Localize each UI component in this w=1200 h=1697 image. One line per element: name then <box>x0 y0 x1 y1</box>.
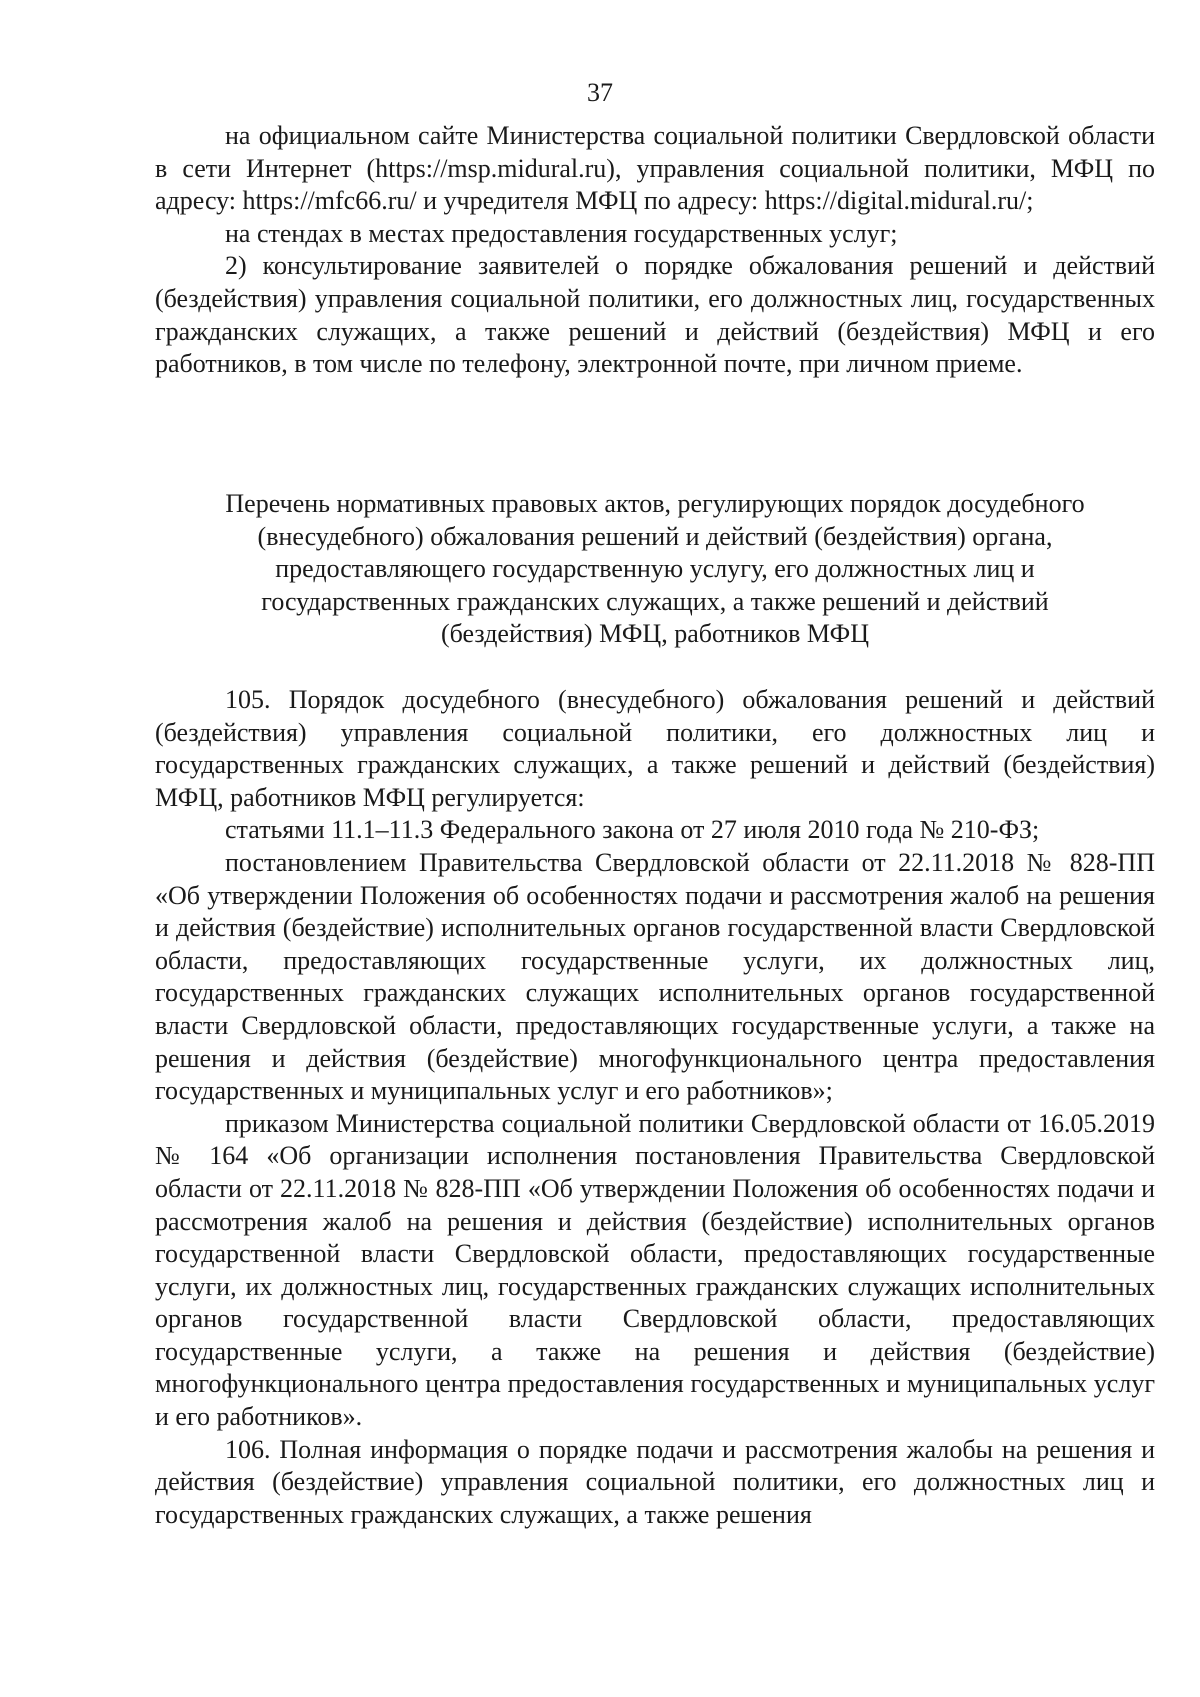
paragraph-official-sites: на официальном сайте Министерства социальной политики Свердловской области в сети Интернет (https://msp.midural.ru), управления социальной политики, МФЦ по адресу: https://mfc66.ru/ и учредителя МФЦ по адресу: https://digital.midural.ru/; <box>155 121 1155 216</box>
section-heading <box>155 488 1155 651</box>
paragraph-consulting: 2) консультирование заявителей о порядке обжалования решений и действий (бездействия) управления социальной политики, его должностных лиц, государственных гражданских служащих, а также решений и действий (бездействия) МФЦ и его работников, в том числе по телефону, электронной почте, при личном приеме. <box>155 251 1155 379</box>
page-number: 37 <box>587 78 613 107</box>
paragraph-government-resolution: постановлением Правительства Свердловской области от 22.11.2018 № 828-ПП «Об утверждении Положения об особенностях подачи и рассмотрения жалоб на решения и действия (бездействие) исполнительных органов государственной власти Свердловской области, предоставляющих государственные услуги, их должностных лиц, государственных гражданских служащих исполнительных органов государственной власти Свердловской области, предоставляющих государственные услуги, а также на решения и действия (бездействие) многофункционального центра предоставления государственных и муниципальных услуг и его работников»; <box>155 847 1155 1106</box>
heading-line: Перечень нормативных правовых актов, регулирующих порядок досудебного <box>225 489 1085 518</box>
heading-line: государственных гражданских служащих, а также решений и действий <box>261 586 1049 616</box>
paragraph-stands: на стендах в местах предоставления государственных услуг; <box>225 218 898 248</box>
heading-line: (внесудебного) обжалования решений и действий (бездействия) органа, <box>257 521 1053 551</box>
heading-line: предоставляющего государственную услугу, его должностных лиц и <box>275 554 1035 584</box>
legal-acts-block <box>155 684 1155 1531</box>
paragraph-106: 106. Полная информация о порядке подачи и рассмотрения жалобы на решения и действия (бездействие) управления социальной политики, его должностных лиц и государственных гражданских служащих, а также решения <box>155 1434 1155 1529</box>
paragraph-federal-law: статьями 11.1–11.3 Федерального закона от 27 июля 2010 года № 210-ФЗ; <box>225 815 1040 845</box>
paragraph-105: 105. Порядок досудебного (внесудебного) обжалования решений и действий (бездействия) управления социальной политики, его должностных лиц и государственных гражданских служащих, а также решений и действий (бездействия) МФЦ, работников МФЦ регулируется: <box>155 685 1155 812</box>
paragraph-ministry-order: приказом Министерства социальной политики Свердловской области от 16.05.2019 № 164 «Об организации исполнения постановления Правительства Свердловской области от 22.11.2018 № 828-ПП «Об утверждении Положения об особенностях подачи и рассмотрения жалоб на решения и действия (бездействие) исполнительных органов государственной власти Свердловской области, предоставляющих государственные услуги, их должностных лиц, государственных гражданских служащих исполнительных органов государственной власти Свердловской области, предоставляющих государственные услуги, а также на решения и действия (бездействие) многофункционального центра предоставления государственных и муниципальных услуг и его работников». <box>155 1108 1155 1432</box>
info-channels-block <box>155 120 1155 381</box>
heading-line: (бездействия) МФЦ, работников МФЦ <box>441 619 869 649</box>
